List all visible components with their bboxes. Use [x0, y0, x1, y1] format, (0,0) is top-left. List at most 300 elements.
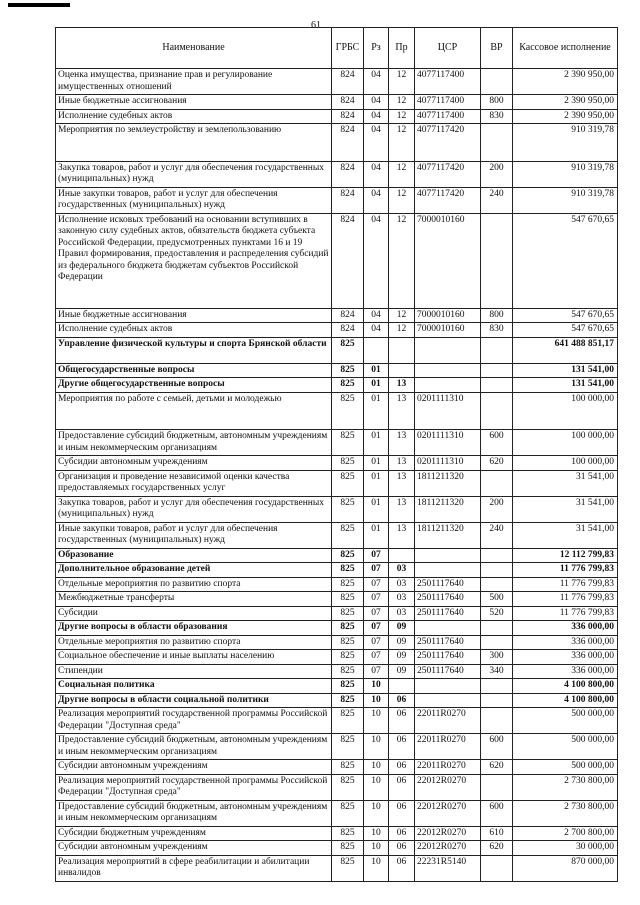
cell-amount: 11 776 799,83 — [513, 563, 618, 578]
table-row — [56, 664, 618, 679]
cell-csr: 4077117420 — [415, 124, 481, 162]
cell-name: Иные бюджетные ассигнования — [56, 95, 332, 110]
cell-rz: 10 — [364, 679, 389, 694]
cell-name: Закупка товаров, работ и услуг для обеспечения государственных (муниципальных) нужд — [56, 496, 332, 522]
cell-csr: 1811211320 — [415, 470, 481, 496]
cell-name: Отдельные мероприятия по развитию спорта — [56, 635, 332, 650]
cell-rz: 07 — [364, 606, 389, 621]
cell-csr: 1811211320 — [415, 496, 481, 522]
cell-grbs: 825 — [332, 664, 364, 679]
table-row — [56, 650, 618, 665]
cell-grbs: 824 — [332, 213, 364, 308]
cell-amount: 4 100 800,00 — [513, 693, 618, 708]
cell-amount: 31 541,00 — [513, 496, 618, 522]
cell-grbs: 825 — [332, 577, 364, 592]
cell-pr: 03 — [389, 577, 415, 592]
table-row — [56, 693, 618, 708]
cell-name: Организация и проведение независимой оценки качества предоставляемых государственных услуг — [56, 470, 332, 496]
cell-vr: 200 — [481, 496, 513, 522]
cell-name: Предоставление субсидий бюджетным, автономным учреждениям и иным некоммерческим организациям — [56, 800, 332, 826]
cell-grbs: 825 — [332, 841, 364, 856]
cell-name: Исполнение судебных актов — [56, 323, 332, 338]
cell-amount: 2 390 950,00 — [513, 69, 618, 95]
cell-grbs: 825 — [332, 496, 364, 522]
cell-pr: 12 — [389, 109, 415, 124]
cell-rz: 01 — [364, 496, 389, 522]
cell-rz: 07 — [364, 592, 389, 607]
cell-pr: 13 — [389, 378, 415, 393]
cell-pr: 06 — [389, 841, 415, 856]
cell-rz: 04 — [364, 109, 389, 124]
table-row — [56, 734, 618, 760]
cell-vr — [481, 363, 513, 378]
cell-amount: 500 000,00 — [513, 734, 618, 760]
table-row — [56, 337, 618, 363]
cell-name: Стипендии — [56, 664, 332, 679]
table-row — [56, 496, 618, 522]
cell-name: Реализация мероприятий в сфере реабилитации и абилитации инвалидов — [56, 855, 332, 881]
cell-amount: 336 000,00 — [513, 621, 618, 636]
cell-name: Иные закупки товаров, работ и услуг для обеспечения государственных (муниципальных) нужд — [56, 187, 332, 213]
cell-name: Реализация мероприятий государственной программы Российской Федерации "Доступная среда" — [56, 774, 332, 800]
cell-rz: 07 — [364, 664, 389, 679]
cell-grbs: 825 — [332, 548, 364, 563]
cell-name: Субсидии автономным учреждениям — [56, 456, 332, 471]
cell-csr — [415, 548, 481, 563]
cell-name: Субсидии автономным учреждениям — [56, 841, 332, 856]
cell-amount: 910 319,78 — [513, 187, 618, 213]
cell-amount: 641 488 851,17 — [513, 337, 618, 363]
cell-pr — [389, 548, 415, 563]
cell-csr: 22012R0270 — [415, 826, 481, 841]
cell-vr: 600 — [481, 800, 513, 826]
cell-amount: 910 319,78 — [513, 124, 618, 162]
cell-rz: 01 — [364, 430, 389, 456]
cell-grbs: 825 — [332, 522, 364, 548]
cell-pr: 06 — [389, 826, 415, 841]
cell-csr: 22012R0270 — [415, 774, 481, 800]
cell-csr — [415, 337, 481, 363]
cell-grbs: 825 — [332, 734, 364, 760]
cell-csr: 0201111310 — [415, 430, 481, 456]
table-row — [56, 522, 618, 548]
cell-pr: 09 — [389, 664, 415, 679]
cell-amount: 11 776 799,83 — [513, 577, 618, 592]
cell-vr — [481, 635, 513, 650]
cell-grbs: 824 — [332, 95, 364, 110]
cell-vr: 500 — [481, 592, 513, 607]
cell-csr: 22012R0270 — [415, 841, 481, 856]
table-row — [56, 679, 618, 694]
cell-pr: 06 — [389, 708, 415, 734]
cell-vr — [481, 577, 513, 592]
cell-vr — [481, 774, 513, 800]
table-row — [56, 187, 618, 213]
cell-rz: 01 — [364, 378, 389, 393]
cell-csr: 7000010160 — [415, 213, 481, 308]
cell-vr: 520 — [481, 606, 513, 621]
cell-rz: 01 — [364, 470, 389, 496]
cell-vr: 620 — [481, 760, 513, 775]
cell-csr: 22011R0270 — [415, 708, 481, 734]
cell-pr: 12 — [389, 308, 415, 323]
cell-csr: 2501117640 — [415, 592, 481, 607]
cell-vr: 610 — [481, 826, 513, 841]
cell-rz: 04 — [364, 213, 389, 308]
cell-name: Другие вопросы в области социальной политики — [56, 693, 332, 708]
cell-csr: 2501117640 — [415, 650, 481, 665]
cell-vr: 600 — [481, 430, 513, 456]
cell-csr: 0201111310 — [415, 392, 481, 430]
cell-vr — [481, 378, 513, 393]
cell-csr: 7000010160 — [415, 323, 481, 338]
cell-vr — [481, 693, 513, 708]
cell-rz: 10 — [364, 734, 389, 760]
cell-amount: 31 541,00 — [513, 522, 618, 548]
cell-name: Исполнение судебных актов — [56, 109, 332, 124]
cell-name: Социальное обеспечение и иные выплаты населению — [56, 650, 332, 665]
cell-pr: 09 — [389, 635, 415, 650]
cell-name: Общегосударственные вопросы — [56, 363, 332, 378]
cell-pr: 12 — [389, 213, 415, 308]
cell-grbs: 825 — [332, 679, 364, 694]
cell-csr: 4077117400 — [415, 109, 481, 124]
cell-grbs: 825 — [332, 774, 364, 800]
cell-amount: 11 776 799,83 — [513, 592, 618, 607]
cell-name: Субсидии автономным учреждениям — [56, 760, 332, 775]
cell-grbs: 825 — [332, 800, 364, 826]
cell-vr: 830 — [481, 109, 513, 124]
cell-pr: 12 — [389, 69, 415, 95]
cell-rz: 10 — [364, 708, 389, 734]
cell-vr: 620 — [481, 456, 513, 471]
table-row — [56, 430, 618, 456]
cell-vr: 600 — [481, 734, 513, 760]
cell-grbs: 825 — [332, 470, 364, 496]
table-row — [56, 161, 618, 187]
cell-rz: 04 — [364, 323, 389, 338]
cell-csr: 4077117420 — [415, 187, 481, 213]
cell-name: Иные закупки товаров, работ и услуг для обеспечения государственных (муниципальных) нужд — [56, 522, 332, 548]
cell-grbs: 825 — [332, 378, 364, 393]
cell-csr: 22011R0270 — [415, 760, 481, 775]
cell-pr: 12 — [389, 124, 415, 162]
table-row — [56, 363, 618, 378]
cell-csr: 2501117640 — [415, 664, 481, 679]
budget-table — [55, 27, 618, 882]
cell-vr: 300 — [481, 650, 513, 665]
cell-rz: 04 — [364, 161, 389, 187]
table-row — [56, 800, 618, 826]
cell-name: Межбюджетные трансферты — [56, 592, 332, 607]
cell-vr — [481, 855, 513, 881]
cell-grbs: 825 — [332, 635, 364, 650]
cell-amount: 4 100 800,00 — [513, 679, 618, 694]
header-vr: ВР — [481, 28, 513, 69]
cell-vr — [481, 621, 513, 636]
cell-rz: 10 — [364, 855, 389, 881]
cell-grbs: 825 — [332, 337, 364, 363]
table-row — [56, 308, 618, 323]
cell-name: Дополнительное образование детей — [56, 563, 332, 578]
cell-csr: 4077117400 — [415, 95, 481, 110]
cell-grbs: 825 — [332, 363, 364, 378]
cell-csr: 22012R0270 — [415, 800, 481, 826]
cell-rz: 07 — [364, 577, 389, 592]
cell-vr — [481, 708, 513, 734]
cell-rz: 07 — [364, 621, 389, 636]
cell-pr: 03 — [389, 592, 415, 607]
cell-grbs: 825 — [332, 392, 364, 430]
cell-vr: 620 — [481, 841, 513, 856]
header-amount: Кассовое исполнение — [513, 28, 618, 69]
cell-csr: 2501117640 — [415, 577, 481, 592]
top-rule — [8, 3, 70, 7]
cell-name: Отдельные мероприятия по развитию спорта — [56, 577, 332, 592]
cell-name: Субсидии — [56, 606, 332, 621]
cell-grbs: 825 — [332, 826, 364, 841]
table-row — [56, 606, 618, 621]
cell-amount: 336 000,00 — [513, 650, 618, 665]
cell-csr: 2501117640 — [415, 635, 481, 650]
page-number: 61 — [311, 20, 321, 31]
table-row — [56, 577, 618, 592]
cell-vr — [481, 679, 513, 694]
cell-grbs: 824 — [332, 124, 364, 162]
cell-rz: 10 — [364, 760, 389, 775]
table-row — [56, 708, 618, 734]
cell-amount: 31 541,00 — [513, 470, 618, 496]
cell-rz: 01 — [364, 456, 389, 471]
cell-csr — [415, 621, 481, 636]
cell-amount: 500 000,00 — [513, 760, 618, 775]
cell-csr — [415, 679, 481, 694]
cell-grbs: 825 — [332, 693, 364, 708]
cell-grbs: 824 — [332, 308, 364, 323]
cell-amount: 547 670,65 — [513, 308, 618, 323]
table-row — [56, 323, 618, 338]
cell-pr: 09 — [389, 621, 415, 636]
cell-amount: 100 000,00 — [513, 430, 618, 456]
cell-vr — [481, 213, 513, 308]
table-row — [56, 109, 618, 124]
cell-csr: 1811211320 — [415, 522, 481, 548]
cell-pr — [389, 363, 415, 378]
cell-name: Мероприятия по землеустройству и землепользованию — [56, 124, 332, 162]
cell-vr — [481, 563, 513, 578]
cell-vr: 200 — [481, 161, 513, 187]
cell-csr — [415, 563, 481, 578]
cell-pr: 06 — [389, 855, 415, 881]
cell-amount: 2 730 800,00 — [513, 800, 618, 826]
table-row — [56, 470, 618, 496]
cell-csr — [415, 693, 481, 708]
header-grbs: ГРБС — [332, 28, 364, 69]
cell-amount: 910 319,78 — [513, 161, 618, 187]
cell-rz: 07 — [364, 635, 389, 650]
cell-vr: 830 — [481, 323, 513, 338]
cell-grbs: 825 — [332, 708, 364, 734]
table-row — [56, 635, 618, 650]
cell-grbs: 825 — [332, 456, 364, 471]
cell-rz: 01 — [364, 392, 389, 430]
cell-rz — [364, 337, 389, 363]
cell-amount: 500 000,00 — [513, 708, 618, 734]
header-pr: Пр — [389, 28, 415, 69]
cell-rz: 01 — [364, 522, 389, 548]
cell-rz: 04 — [364, 308, 389, 323]
cell-pr — [389, 679, 415, 694]
table-row — [56, 456, 618, 471]
cell-csr: 0201111310 — [415, 456, 481, 471]
cell-pr: 03 — [389, 606, 415, 621]
cell-vr — [481, 548, 513, 563]
cell-name: Реализация мероприятий государственной программы Российской Федерации "Доступная среда" — [56, 708, 332, 734]
cell-grbs: 824 — [332, 323, 364, 338]
cell-name: Социальная политика — [56, 679, 332, 694]
cell-rz: 10 — [364, 693, 389, 708]
cell-vr — [481, 470, 513, 496]
cell-rz: 10 — [364, 826, 389, 841]
table-row — [56, 855, 618, 881]
cell-amount: 12 112 799,83 — [513, 548, 618, 563]
cell-grbs: 824 — [332, 161, 364, 187]
cell-name: Предоставление субсидий бюджетным, автономным учреждениям и иным некоммерческим организациям — [56, 430, 332, 456]
cell-amount: 131 541,00 — [513, 378, 618, 393]
cell-amount: 547 670,65 — [513, 213, 618, 308]
header-csr: ЦСР — [415, 28, 481, 69]
table-row — [56, 378, 618, 393]
cell-rz: 10 — [364, 841, 389, 856]
cell-name: Предоставление субсидий бюджетным, автономным учреждениям и иным некоммерческим организациям — [56, 734, 332, 760]
cell-amount: 2 700 800,00 — [513, 826, 618, 841]
cell-vr — [481, 69, 513, 95]
cell-pr: 06 — [389, 760, 415, 775]
cell-pr: 09 — [389, 650, 415, 665]
cell-grbs: 825 — [332, 621, 364, 636]
table-header — [56, 28, 618, 69]
cell-rz: 04 — [364, 187, 389, 213]
table-row — [56, 548, 618, 563]
cell-pr: 12 — [389, 187, 415, 213]
cell-pr: 06 — [389, 693, 415, 708]
cell-grbs: 825 — [332, 650, 364, 665]
cell-csr: 4077117420 — [415, 161, 481, 187]
cell-amount: 11 776 799,83 — [513, 606, 618, 621]
cell-csr — [415, 378, 481, 393]
cell-grbs: 825 — [332, 563, 364, 578]
cell-vr — [481, 124, 513, 162]
table-row — [56, 213, 618, 308]
table-row — [56, 69, 618, 95]
cell-rz: 01 — [364, 363, 389, 378]
cell-rz: 04 — [364, 95, 389, 110]
cell-pr: 12 — [389, 323, 415, 338]
cell-amount: 336 000,00 — [513, 664, 618, 679]
header-name: Наименование — [56, 28, 332, 69]
cell-grbs: 825 — [332, 760, 364, 775]
cell-name: Управление физической культуры и спорта Брянской области — [56, 337, 332, 363]
cell-amount: 870 000,00 — [513, 855, 618, 881]
table-row — [56, 592, 618, 607]
cell-name: Исполнение исковых требований на основании вступивших в законную силу судебных актов, обязательств бюджета субъекта Российской Федерации, предусмотренных пунктами 16 и 19 Правил формирования, предоставления и распределения субсидий из федерального бюджета бюджетам субъектов Российской Федерации — [56, 213, 332, 308]
cell-vr — [481, 392, 513, 430]
cell-csr: 22011R0270 — [415, 734, 481, 760]
cell-name: Другие вопросы в области образования — [56, 621, 332, 636]
cell-amount: 30 000,00 — [513, 841, 618, 856]
cell-rz: 04 — [364, 124, 389, 162]
cell-name: Образование — [56, 548, 332, 563]
cell-csr: 2501117640 — [415, 606, 481, 621]
cell-pr: 13 — [389, 392, 415, 430]
cell-rz: 07 — [364, 650, 389, 665]
cell-grbs: 824 — [332, 187, 364, 213]
cell-csr: 7000010160 — [415, 308, 481, 323]
cell-name: Оценка имущества, признание прав и регулирование имущественных отношений — [56, 69, 332, 95]
cell-name: Мероприятия по работе с семьей, детьми и молодежью — [56, 392, 332, 430]
cell-vr: 340 — [481, 664, 513, 679]
cell-pr: 13 — [389, 456, 415, 471]
cell-pr: 06 — [389, 800, 415, 826]
cell-pr: 13 — [389, 496, 415, 522]
cell-rz: 10 — [364, 774, 389, 800]
header-rz: Рз — [364, 28, 389, 69]
cell-rz: 10 — [364, 800, 389, 826]
cell-amount: 2 390 950,00 — [513, 95, 618, 110]
cell-vr — [481, 337, 513, 363]
table-row — [56, 124, 618, 162]
cell-amount: 131 541,00 — [513, 363, 618, 378]
cell-rz: 07 — [364, 563, 389, 578]
cell-grbs: 825 — [332, 606, 364, 621]
cell-grbs: 824 — [332, 69, 364, 95]
cell-vr: 800 — [481, 308, 513, 323]
table-row — [56, 841, 618, 856]
cell-vr: 240 — [481, 187, 513, 213]
cell-name: Другие общегосударственные вопросы — [56, 378, 332, 393]
cell-grbs: 825 — [332, 592, 364, 607]
cell-name: Субсидии бюджетным учреждениям — [56, 826, 332, 841]
table-row — [56, 392, 618, 430]
cell-amount: 2 390 950,00 — [513, 109, 618, 124]
cell-grbs: 824 — [332, 109, 364, 124]
cell-pr: 03 — [389, 563, 415, 578]
table-row — [56, 774, 618, 800]
table-row — [56, 826, 618, 841]
cell-pr: 13 — [389, 470, 415, 496]
table-row — [56, 621, 618, 636]
cell-csr — [415, 363, 481, 378]
cell-pr: 13 — [389, 430, 415, 456]
cell-pr: 06 — [389, 774, 415, 800]
cell-amount: 100 000,00 — [513, 456, 618, 471]
cell-vr: 240 — [481, 522, 513, 548]
cell-amount: 2 730 800,00 — [513, 774, 618, 800]
cell-amount: 336 000,00 — [513, 635, 618, 650]
cell-name: Закупка товаров, работ и услуг для обеспечения государственных (муниципальных) нужд — [56, 161, 332, 187]
cell-pr: 13 — [389, 522, 415, 548]
table-row — [56, 563, 618, 578]
cell-pr: 06 — [389, 734, 415, 760]
cell-pr — [389, 337, 415, 363]
cell-csr: 4077117400 — [415, 69, 481, 95]
table-row — [56, 95, 618, 110]
cell-amount: 547 670,65 — [513, 323, 618, 338]
cell-csr: 22231R5140 — [415, 855, 481, 881]
cell-grbs: 825 — [332, 430, 364, 456]
cell-amount: 100 000,00 — [513, 392, 618, 430]
cell-pr: 12 — [389, 95, 415, 110]
